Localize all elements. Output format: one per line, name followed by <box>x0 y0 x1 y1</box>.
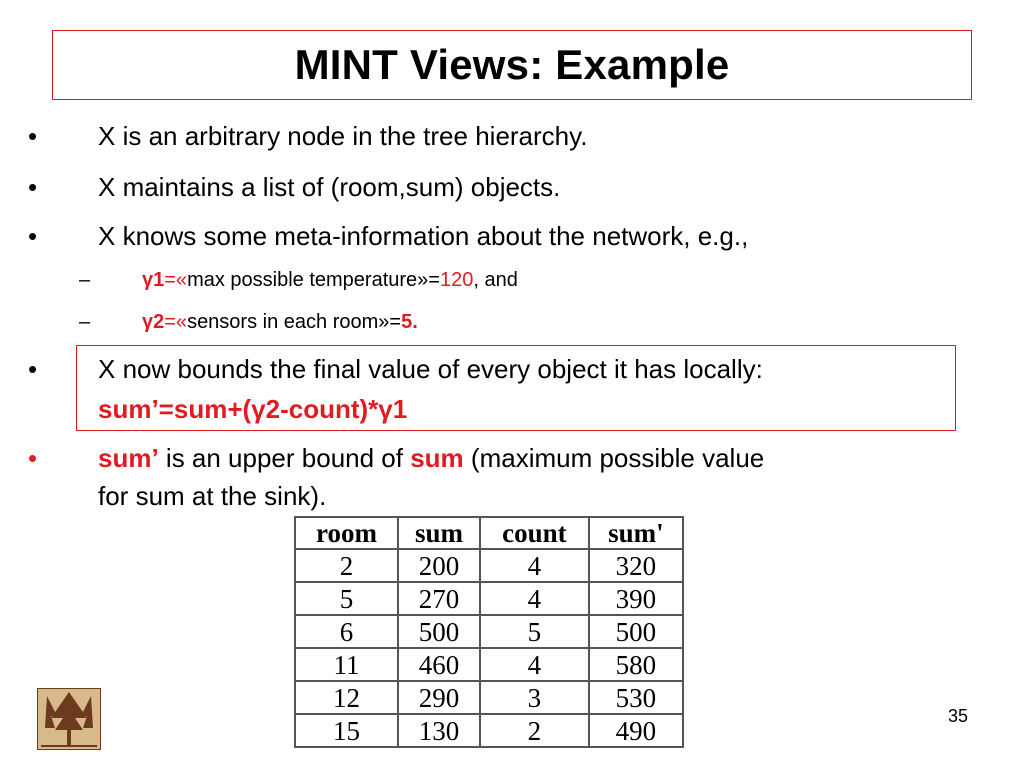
sub-bullet-text <box>142 268 518 292</box>
table-cell: 4 <box>480 648 589 681</box>
column-header: sum <box>398 517 480 549</box>
table-cell: 530 <box>589 681 683 714</box>
table-cell: 6 <box>295 615 398 648</box>
table-cell: 3 <box>480 681 589 714</box>
sub-bullet-marker: – <box>79 269 91 291</box>
sum-prime-term: sum’ <box>98 443 159 473</box>
table-row <box>295 714 683 747</box>
table-cell: 4 <box>480 549 589 582</box>
gamma1-description: max possible temperature»= <box>187 269 440 291</box>
data-table <box>294 516 684 748</box>
table-cell: 500 <box>398 615 480 648</box>
slide-title: MINT Views: Example <box>294 41 730 88</box>
column-header: sum' <box>589 517 683 549</box>
table-cell: 290 <box>398 681 480 714</box>
gamma2-symbol: γ2 <box>142 311 165 333</box>
gamma2-description: sensors in each room»= <box>187 311 402 333</box>
title-frame <box>52 30 972 100</box>
gamma1-value: 120 <box>439 269 474 291</box>
table-cell: 15 <box>295 714 398 747</box>
page-number: 35 <box>948 706 969 726</box>
table-cell: 11 <box>295 648 398 681</box>
column-header: count <box>480 517 589 549</box>
bullet5-end: (maximum possible value <box>463 443 765 473</box>
table-cell: 12 <box>295 681 398 714</box>
table-row <box>295 648 683 681</box>
table-cell: 5 <box>295 582 398 615</box>
gamma1-eq: =« <box>164 269 188 291</box>
table-cell: 580 <box>589 648 683 681</box>
bullet-marker: • <box>28 172 38 202</box>
bullet-marker: • <box>28 443 38 473</box>
table-cell: 2 <box>295 549 398 582</box>
table-row <box>295 549 683 582</box>
table-cell: 4 <box>480 582 589 615</box>
university-cypress-tree-logo-icon <box>37 688 101 750</box>
bullet-text: X knows some meta-information about the network, e.g., <box>98 221 749 251</box>
table-cell: 5 <box>480 615 589 648</box>
bullet-text: X maintains a list of (room,sum) objects. <box>98 172 561 202</box>
gamma2-value: 5. <box>401 311 418 333</box>
bullet-marker: • <box>28 121 38 151</box>
table-cell: 500 <box>589 615 683 648</box>
table-cell: 460 <box>398 648 480 681</box>
table-cell: 130 <box>398 714 480 747</box>
bullet5-mid: is an upper bound of <box>158 443 411 473</box>
table-row <box>295 582 683 615</box>
table-row <box>295 681 683 714</box>
table-row <box>295 615 683 648</box>
data-table-container <box>294 516 684 748</box>
gamma1-tail: , and <box>473 269 518 291</box>
table-cell: 200 <box>398 549 480 582</box>
sub-bullet-marker: – <box>79 311 91 333</box>
column-header: room <box>295 517 398 549</box>
gamma2-eq: =« <box>164 311 188 333</box>
formula-text: sum’=sum+(γ2-count)*γ1 <box>98 394 408 424</box>
table-cell: 320 <box>589 549 683 582</box>
table-cell: 490 <box>589 714 683 747</box>
table-header-row <box>295 517 683 549</box>
sub-bullet-text <box>142 310 418 334</box>
bullet-marker: • <box>28 221 38 251</box>
table-cell: 2 <box>480 714 589 747</box>
bullet-text: X is an arbitrary node in the tree hierarchy. <box>98 121 588 151</box>
bullet-marker: • <box>28 354 38 384</box>
bullet-text <box>98 442 764 474</box>
table-cell: 390 <box>589 582 683 615</box>
sum-term: sum <box>410 443 464 473</box>
gamma1-symbol: γ1 <box>142 269 165 291</box>
bullet-text: X now bounds the final value of every object it has locally: <box>98 354 763 384</box>
bullet-text: for sum at the sink). <box>98 481 327 511</box>
table-cell: 270 <box>398 582 480 615</box>
